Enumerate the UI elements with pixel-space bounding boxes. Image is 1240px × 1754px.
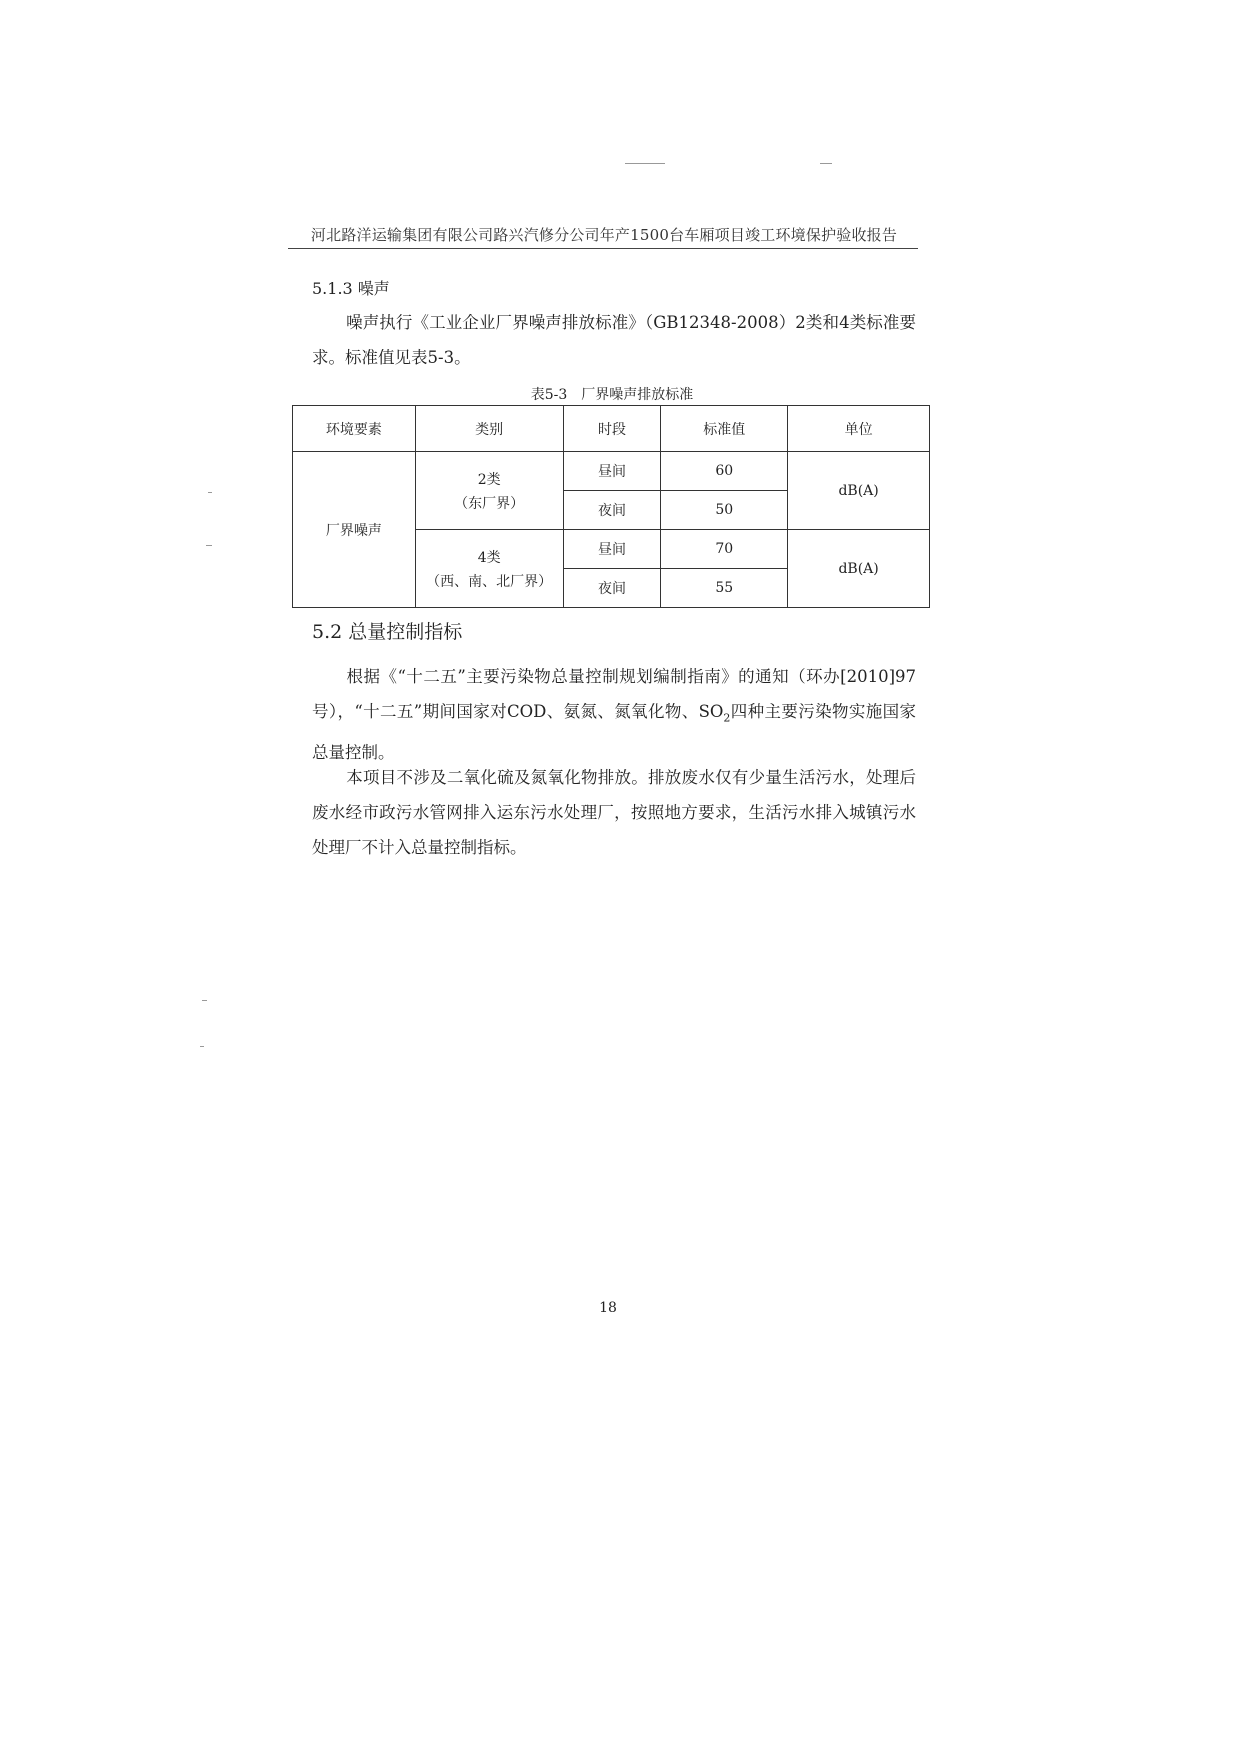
scan-speck [200,1046,204,1047]
scan-speck [208,492,212,493]
value-cell: 55 [661,569,788,608]
section-52-paragraph-2: 本项目不涉及二氧化硫及氮氧化物排放。排放废水仅有少量生活污水，处理后废水经市政污水管网排入运东污水处理厂，按照地方要求，生活污水排入城镇污水处理厂不计入总量控制指标。 [312,768,916,857]
period-cell: 昼间 [563,452,661,491]
noise-standard-table [292,405,930,608]
section-heading-52: 5.2 总量控制指标 [312,621,463,643]
period-cell: 夜间 [563,491,661,530]
scan-speck [625,163,665,164]
header-rule [288,248,918,249]
value-cell: 60 [661,452,788,491]
table-header-cell: 单位 [788,406,930,452]
environment-element-cell: 厂界噪声 [293,452,416,608]
table-caption: 表5-3 厂界噪声排放标准 [530,387,694,403]
period-cell: 昼间 [563,530,661,569]
section-52-paragraph-1: 根据《“十二五”主要污染物总量控制规划编制指南》的通知（环办[2010]97号），“十二五”期间国家对COD、氨氮、氮氧化物、$SO_2$四种主要污染物实施国家总量控制。 [312,667,917,763]
category-label: 2类 [477,471,501,488]
unit-cell: dB(A) [788,452,930,530]
table-header-cell: 时段 [563,406,661,452]
value-cell: 70 [661,530,788,569]
value-cell: 50 [661,491,788,530]
table-row [293,452,930,491]
period-cell: 夜间 [563,569,661,608]
subscript-2: 2 [723,711,731,725]
category-scope: （西、南、北厂界） [426,573,553,590]
scan-speck [202,1000,207,1001]
table-header-row [293,406,930,452]
category-cell [415,452,563,530]
table-header-cell: 环境要素 [293,406,416,452]
category-label: 4类 [477,549,501,566]
scan-speck [206,545,212,546]
table-header-cell: 标准值 [661,406,788,452]
page-number: 18 [599,1300,617,1316]
table-header-cell: 类别 [415,406,563,452]
running-header: 河北路洋运输集团有限公司路兴汽修分公司年产1500台车厢项目竣工环境保护验收报告 [310,226,898,244]
category-cell [415,530,563,608]
section-heading-513: 5.1.3 噪声 [312,279,390,298]
unit-cell: dB(A) [788,530,930,608]
category-scope: （东厂界） [454,495,525,512]
scan-speck [820,163,832,164]
section-513-paragraph: 噪声执行《工业企业厂界噪声排放标准》（GB12348-2008）2类和4类标准要求。标准值见表5-3。 [312,313,916,367]
